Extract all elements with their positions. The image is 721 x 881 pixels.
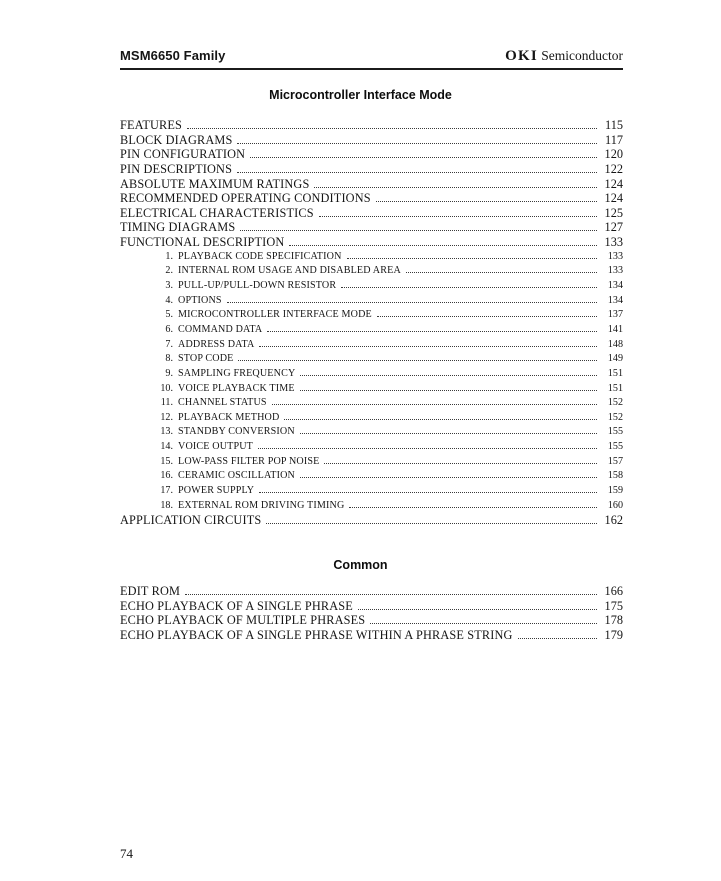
toc-entry-page: 148 [607,338,623,350]
toc-entry-label: LOW-PASS FILTER POP NOISE [178,455,320,467]
toc-subentry [120,352,623,367]
dot-leader [250,157,597,158]
dot-leader [377,316,597,317]
toc-entry-number: 14. [160,441,173,453]
toc-entry [120,513,623,528]
toc-subentry [120,411,623,426]
dot-leader [406,272,597,273]
toc-entry-page: 124 [604,176,623,191]
toc-entry-label: ECHO PLAYBACK OF A SINGLE PHRASE WITHIN A PHRASE STRING [120,627,513,642]
toc-subentry [120,382,623,397]
toc-entry [120,162,623,177]
toc-entry [120,177,623,192]
dot-leader [300,390,597,391]
toc-entry-label: RECOMMENDED OPERATING CONDITIONS [120,191,371,206]
toc-subentry [120,455,623,470]
dot-leader [300,477,597,478]
toc-entry-page: 120 [604,147,623,162]
toc-subentry [120,264,623,279]
toc-entry-number: 10. [160,382,173,394]
toc-entry-label: ECHO PLAYBACK OF MULTIPLE PHRASES [120,613,366,628]
toc-entry-number: 1. [165,250,173,262]
toc-entry-label: STOP CODE [178,353,234,365]
toc-entry-number: 4. [165,294,173,306]
dot-leader [300,433,597,434]
toc-entry-label: COMMAND DATA [178,323,263,335]
toc-entry-label: BLOCK DIAGRAMS [120,132,233,147]
toc-entry-label: CHANNEL STATUS [178,397,267,409]
toc-entry-label: FEATURES [120,118,183,132]
toc-entry [120,206,623,221]
toc-subentry [120,469,623,484]
toc-subentry [120,499,623,514]
toc-entry-number: 16. [160,470,173,482]
toc-subentry [120,294,623,309]
toc-entry-page: 141 [607,323,623,335]
dot-leader [300,375,597,376]
dot-leader [358,609,597,610]
toc-entry-label: SAMPLING FREQUENCY [178,367,296,379]
toc-common [120,584,623,643]
toc-entry-label: EXTERNAL ROM DRIVING TIMING [178,499,345,511]
toc-entry-label: ADDRESS DATA [178,338,255,350]
dot-leader [267,331,597,332]
toc-entry-page: 125 [604,205,623,220]
dot-leader [341,287,597,288]
brand-line [505,48,623,65]
toc-entry-page: 133 [607,265,623,277]
toc-subentry [120,484,623,499]
toc-entry-number: 5. [165,309,173,321]
toc-entry-label: TIMING DIAGRAMS [120,220,236,235]
toc-entry-number: 15. [160,455,173,467]
toc-entry-number: 8. [165,353,173,365]
toc-entry-label: VOICE PLAYBACK TIME [178,382,295,394]
toc-entry-page: 117 [605,132,623,147]
dot-leader [227,302,597,303]
toc-entry-page: 178 [604,613,623,628]
toc-entry [120,147,623,162]
toc-entry-label: STANDBY CONVERSION [178,426,295,438]
toc-entry-number: 7. [165,338,173,350]
dot-leader [518,638,597,639]
toc-entry-page: 155 [607,426,623,438]
toc-entry-label: OPTIONS [178,294,222,306]
dot-leader [314,187,597,188]
dot-leader [237,143,597,144]
toc-entry-label: INTERNAL ROM USAGE AND DISABLED AREA [178,265,401,277]
dot-leader [324,463,597,464]
dot-leader [259,492,597,493]
dot-leader [237,172,597,173]
brand-suffix: Semiconductor [541,48,623,63]
toc-entry-page: 134 [607,280,623,292]
toc-entry-label: POWER SUPPLY [178,485,255,497]
toc-subentry [120,440,623,455]
page-number: 74 [120,846,133,861]
page-header [120,48,623,70]
dot-leader [272,404,597,405]
dot-leader [376,201,597,202]
toc-entry [120,613,623,628]
toc-entry-page: 175 [604,598,623,613]
toc-entry-page: 152 [607,397,623,409]
toc-entry-label: CERAMIC OSCILLATION [178,470,295,482]
toc-entry-page: 124 [604,191,623,206]
toc-entry-page: 149 [607,353,623,365]
toc-entry-number: 11. [160,397,173,409]
toc-entry [120,235,623,250]
dot-leader [289,245,597,246]
toc-entry-label: ABSOLUTE MAXIMUM RATINGS [120,176,310,191]
toc-entry-label: PIN CONFIGURATION [120,147,246,162]
toc-subentry [120,250,623,265]
toc-entry-page: 151 [607,367,623,379]
dot-leader [238,360,597,361]
toc-entry-page: 151 [607,382,623,394]
toc-entry-page: 133 [607,250,623,262]
toc-entry-page: 155 [607,441,623,453]
toc-microcontroller-interface-mode [120,118,623,528]
product-family-title: MSM6650 Family [120,48,226,63]
toc-entry [120,584,623,599]
dot-leader [187,128,597,129]
toc-entry [120,118,623,133]
dot-leader [259,346,597,347]
toc-entry-page: 134 [607,294,623,306]
toc-entry-page: 133 [604,235,623,250]
toc-entry-label: FUNCTIONAL DESCRIPTION [120,235,285,250]
toc-entry-page: 166 [604,584,623,598]
toc-entry-number: 12. [160,411,173,423]
toc-entry-page: 152 [607,411,623,423]
toc-entry [120,191,623,206]
toc-entry-page: 162 [604,513,623,528]
toc-subentry [120,425,623,440]
section-title-microcontroller-interface-mode: Microcontroller Interface Mode [269,88,452,102]
toc-entry [120,599,623,614]
toc-entry-label: APPLICATION CIRCUITS [120,513,262,528]
dot-leader [240,230,597,231]
dot-leader [185,594,597,595]
toc-subentry [120,308,623,323]
dot-leader [370,623,597,624]
toc-entry [120,628,623,643]
toc-entry-page: 160 [607,499,623,511]
dot-leader [258,448,597,449]
toc-entry-label: ECHO PLAYBACK OF A SINGLE PHRASE [120,598,353,613]
toc-entry-page: 159 [607,485,623,497]
toc-entry-label: PULL-UP/PULL-DOWN RESISTOR [178,280,337,292]
oki-logo: OKI [505,48,538,64]
toc-entry-number: 3. [165,280,173,292]
toc-entry-number: 18. [160,499,173,511]
toc-entry-number: 6. [165,323,173,335]
toc-entry-label: PIN DESCRIPTIONS [120,161,233,176]
toc-entry-page: 115 [605,118,623,132]
toc-entry-label: VOICE OUTPUT [178,441,253,453]
toc-entry-page: 158 [607,470,623,482]
toc-entry [120,133,623,148]
toc-entry-number: 13. [160,426,173,438]
toc-subentry [120,323,623,338]
dot-leader [347,258,597,259]
toc-entry-label: MICROCONTROLLER INTERFACE MODE [178,309,372,321]
dot-leader [319,216,597,217]
dot-leader [266,523,597,524]
toc-entry [120,220,623,235]
toc-entry-number: 17. [160,485,173,497]
toc-subentry [120,279,623,294]
toc-entry-number: 2. [165,265,173,277]
dot-leader [284,419,597,420]
toc-subentry [120,338,623,353]
toc-subentry [120,396,623,411]
toc-entry-page: 137 [607,309,623,321]
toc-subentry [120,367,623,382]
toc-entry-label: EDIT ROM [120,584,181,598]
toc-entry-page: 179 [604,627,623,642]
toc-entry-label: PLAYBACK METHOD [178,411,280,423]
toc-entry-page: 127 [604,220,623,235]
toc-entry-label: ELECTRICAL CHARACTERISTICS [120,205,314,220]
section-title-common: Common [333,558,388,572]
toc-entry-label: PLAYBACK CODE SPECIFICATION [178,250,342,262]
dot-leader [349,507,597,508]
toc-entry-number: 9. [165,367,173,379]
toc-entry-page: 122 [604,161,623,176]
toc-entry-page: 157 [607,455,623,467]
